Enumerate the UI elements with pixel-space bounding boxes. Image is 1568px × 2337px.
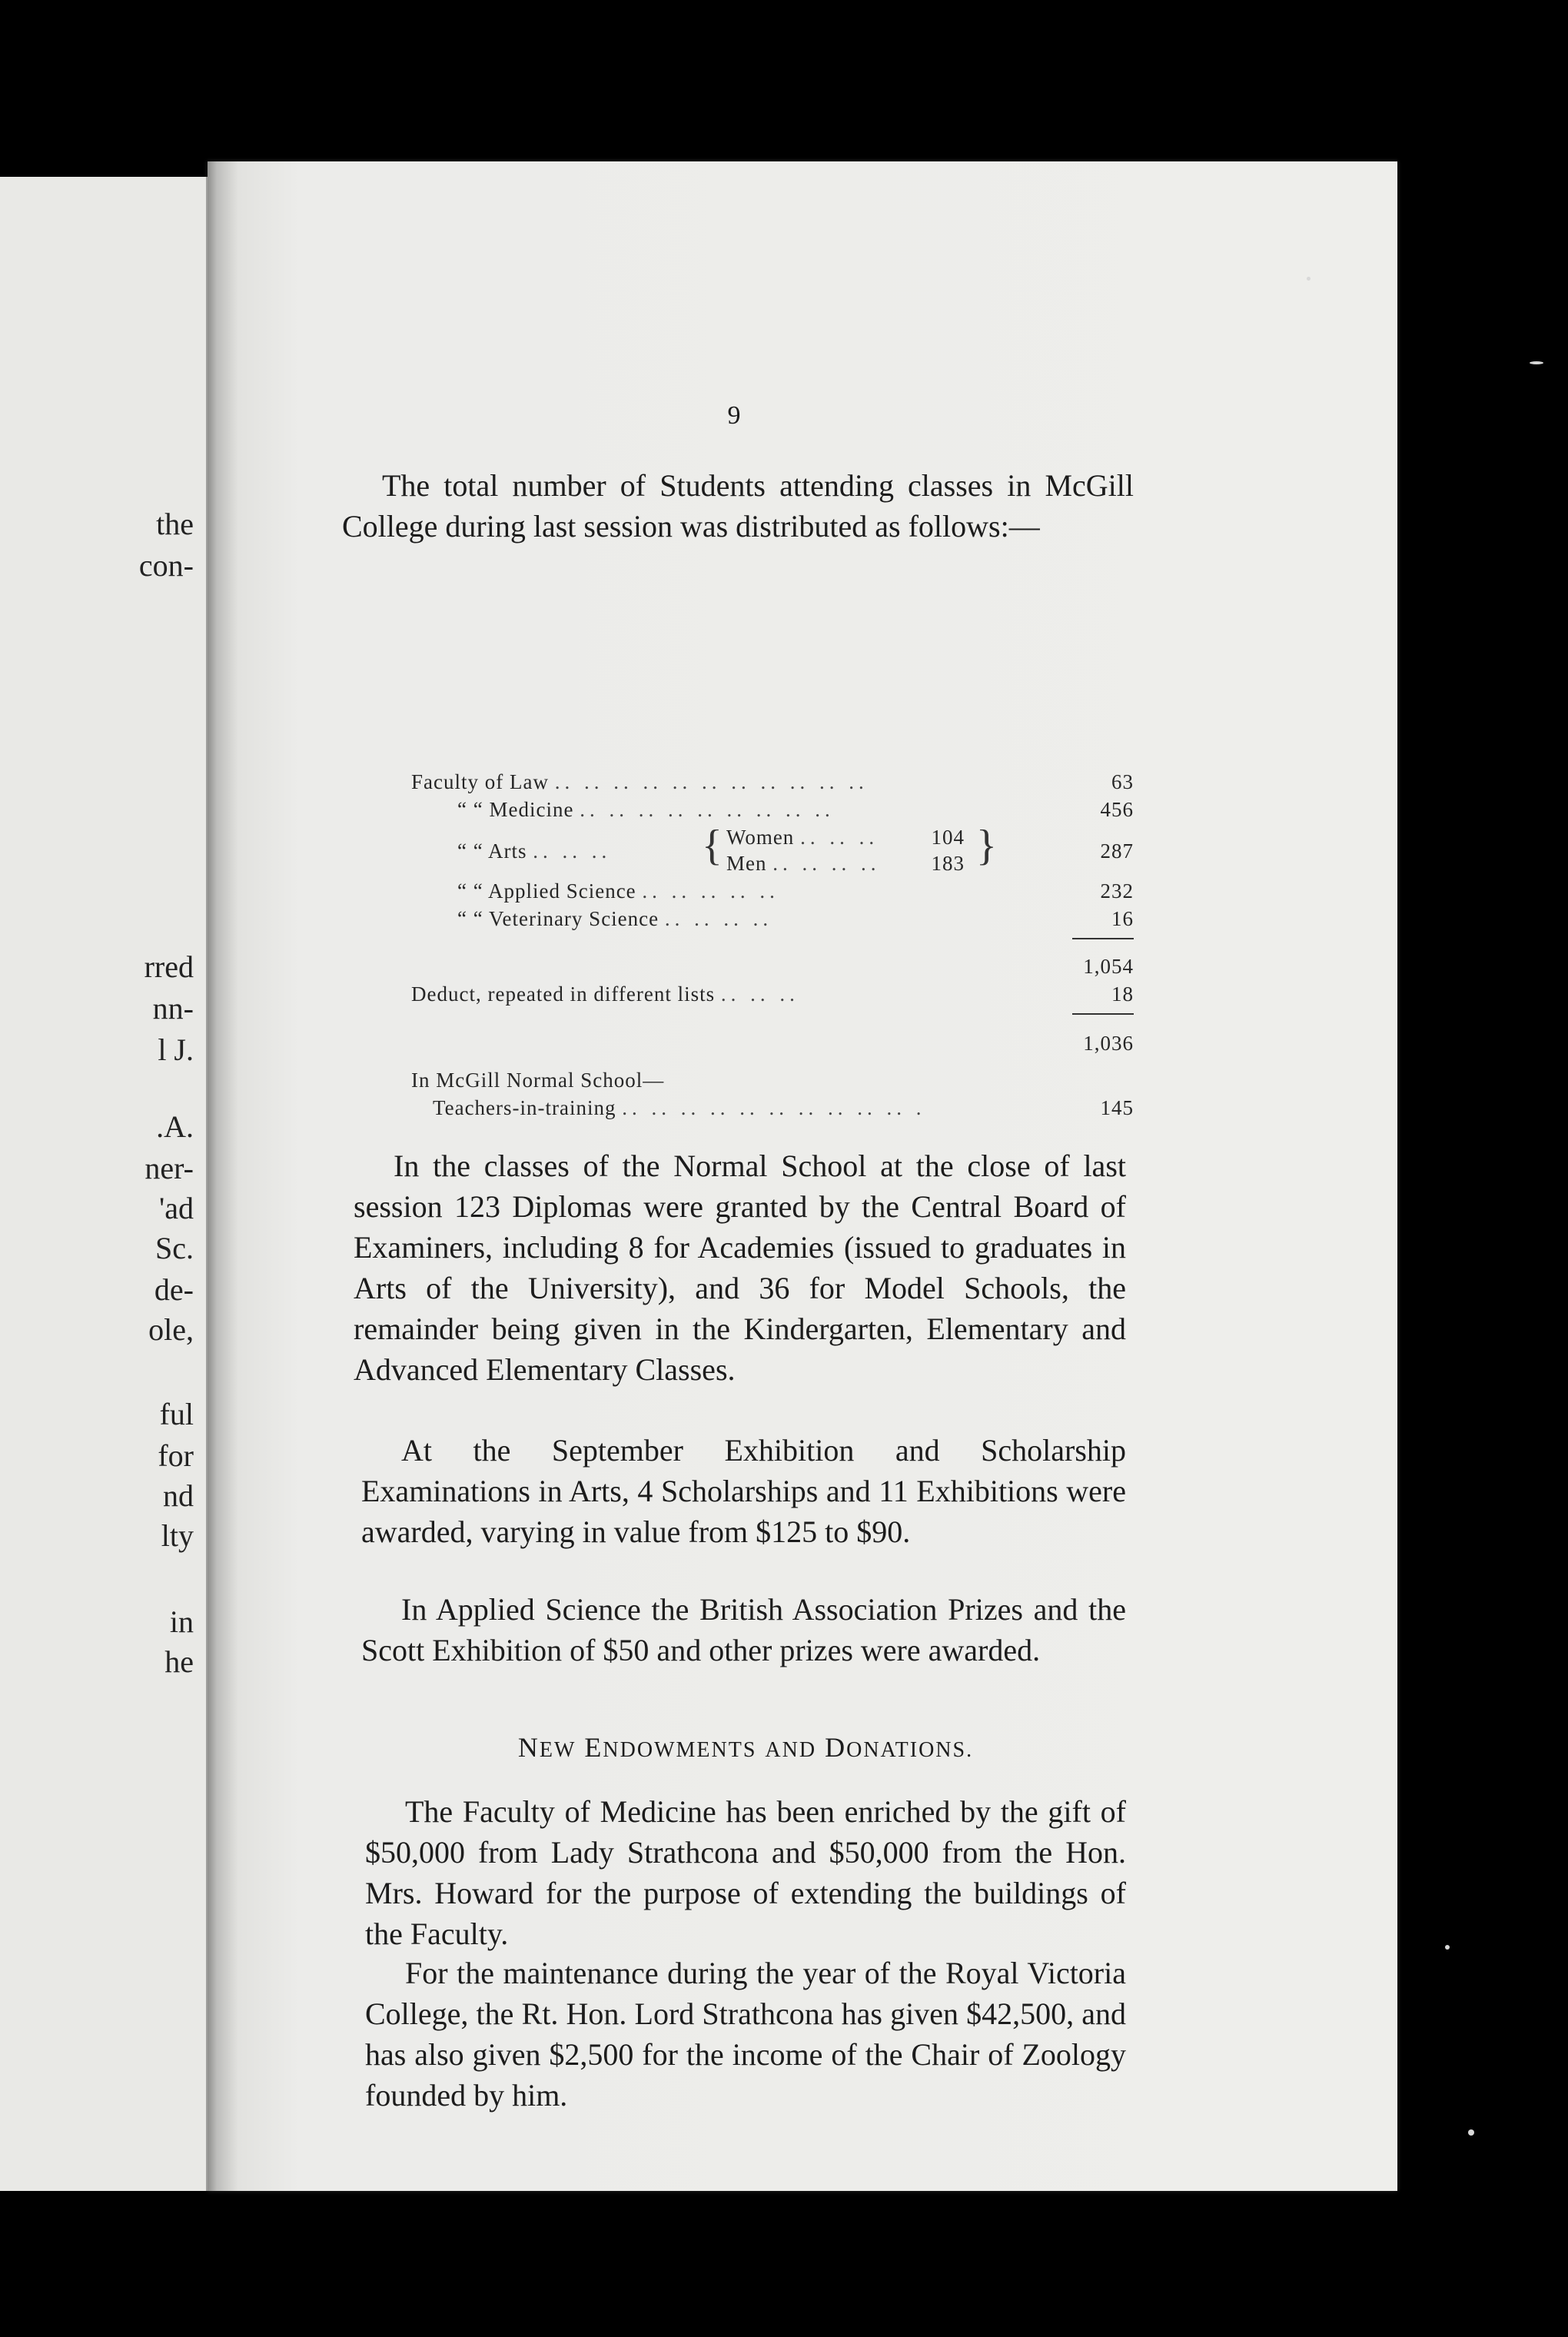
medicine-text: The Faculty of Medicine has been enriched by the gift of $50,000 from Lady Strathcona and $50,000 from the Hon. Mrs. Howard for the purpose of extending the buildings of the Faculty. — [365, 1794, 1126, 1951]
heading-small-caps: AND — [765, 1738, 817, 1762]
row-label-text: “ “ Applied Science — [457, 879, 636, 903]
heading-small-caps: NDOWMENTS — [603, 1738, 757, 1762]
row-label: Faculty of Law .. .. .. .. .. .. .. .. .. .. .. — [411, 770, 869, 793]
deduct-label: Deduct, repeated in different lists — [411, 982, 716, 1006]
subtotal-value: 1,054 — [1083, 955, 1134, 978]
total-value: 1,036 — [1083, 1032, 1134, 1055]
left-page-fragment: for — [158, 1438, 194, 1473]
row-value: 456 — [1100, 798, 1134, 821]
table-row — [411, 798, 1134, 826]
table-row — [411, 770, 1134, 798]
row-value: 287 — [1100, 839, 1134, 863]
row-value: 63 — [1111, 770, 1134, 793]
table-row — [411, 982, 1134, 1010]
row-value: 232 — [1100, 879, 1134, 903]
speck — [1445, 1945, 1450, 1950]
victoria-college-paragraph — [365, 1953, 1126, 2116]
row-label-text: “ “ Veterinary Science — [457, 907, 659, 930]
left-page-fragment: he — [164, 1644, 194, 1679]
sum-rule — [1072, 1013, 1134, 1015]
left-page-fragment: ful — [159, 1397, 194, 1431]
applied-science-paragraph — [361, 1589, 1126, 1670]
row-label: “ “ Applied Science .. .. .. .. .. — [457, 879, 779, 903]
left-page-fragment: the — [156, 507, 194, 541]
exhibition-text: At the September Exhibition and Scholarship Examinations in Arts, 4 Scholarships and 11 Exhibitions were awarded, varying in value from $125 to $90. — [361, 1433, 1126, 1549]
teachers-value: 145 — [1100, 1096, 1134, 1119]
heading-small-caps: EW — [539, 1738, 576, 1762]
speck — [1307, 277, 1311, 281]
intro-text: The total number of Students attending classes in McGill College during last session was distributed as follows:— — [342, 468, 1134, 544]
subrow-label: Men .. .. .. .. — [726, 852, 881, 875]
subrow-value: 104 — [931, 826, 965, 849]
left-page-fragment: lty — [161, 1518, 194, 1553]
medicine-paragraph — [365, 1791, 1126, 1954]
teachers-label: Teachers-in-training — [433, 1096, 616, 1119]
speck — [1530, 361, 1543, 364]
table-row — [411, 907, 1134, 935]
subrow-value: 183 — [931, 852, 965, 875]
row-label: Teachers-in-training .. .. .. .. .. .. .. .. .. .. . — [433, 1096, 926, 1119]
applied-science-text: In Applied Science the British Association Prizes and the Scott Exhibition of $50 and other prizes were awarded. — [361, 1592, 1126, 1667]
row-label-text: “ “ Medicine — [457, 798, 574, 821]
left-page-fragment: ner- — [145, 1151, 194, 1185]
left-page-fragment: l J. — [158, 1032, 194, 1067]
row-label-text: Faculty of Law — [411, 770, 549, 793]
left-page-fragment: nd — [163, 1478, 194, 1513]
table-row — [411, 1032, 1134, 1059]
deduct-value: 18 — [1111, 982, 1134, 1006]
intro-paragraph — [342, 465, 1134, 547]
subrow-label-text: Women — [726, 826, 795, 849]
page-number: 9 — [727, 401, 741, 430]
speck — [1468, 2129, 1474, 2136]
row-label: “ “ Veterinary Science .. .. .. .. — [457, 907, 773, 930]
left-facing-page — [0, 177, 220, 2191]
left-page-fragment: 'ad — [159, 1191, 194, 1225]
left-page-fragment: .A. — [156, 1109, 194, 1144]
document-page — [208, 161, 1397, 2191]
victoria-college-text: For the maintenance during the year of the Royal Victoria College, the Rt. Hon. Lord Strathcona has given $42,500, and has also given $2,500 for the income of the Chair of Zoology founded by him. — [365, 1956, 1126, 2113]
left-page-fragment: in — [169, 1604, 194, 1639]
table-row — [411, 879, 1134, 907]
table-row — [411, 1096, 1134, 1124]
row-label: Deduct, repeated in different lists .. .. .. — [411, 982, 799, 1006]
subrow-label: Women .. .. .. — [726, 826, 879, 849]
table-subrow — [726, 852, 965, 879]
section-heading — [361, 1731, 1130, 1764]
table-row — [411, 955, 1134, 982]
row-label-text: “ “ Arts — [457, 839, 527, 863]
row-value: 16 — [1111, 907, 1134, 930]
sum-rule — [1072, 938, 1134, 939]
left-page-fragment: de- — [154, 1272, 194, 1307]
table-subrow — [726, 826, 965, 853]
normal-school-paragraph — [354, 1145, 1126, 1390]
heading-cap: N — [517, 1732, 540, 1763]
subrow-label-text: Men — [726, 852, 767, 875]
exhibition-paragraph — [361, 1430, 1126, 1552]
left-brace: { — [702, 822, 723, 869]
normal-school-label: In McGill Normal School— — [411, 1069, 665, 1092]
left-page-fragment: con- — [138, 548, 194, 583]
left-page-fragment: nn- — [152, 991, 194, 1026]
row-label: “ “ Medicine .. .. .. .. .. .. .. .. .. — [457, 798, 835, 821]
left-page-fragment: Sc. — [155, 1231, 194, 1265]
left-page-fragment: rred — [144, 949, 194, 984]
table-row — [411, 1069, 1134, 1096]
heading-cap: D — [825, 1732, 847, 1763]
heading-small-caps: ONATIONS. — [846, 1738, 974, 1762]
row-label: “ “ Arts .. .. .. — [457, 839, 612, 863]
left-page-fragment: ole, — [148, 1312, 194, 1347]
heading-cap: E — [584, 1732, 603, 1763]
right-brace: } — [976, 822, 998, 869]
normal-school-text: In the classes of the Normal School at the close of last session 123 Diplomas were granted by the Central Board of Examiners, including 8 for Academies (issued to graduates in Arts of the University), and 36 for Model Schools, the remainder being given in the Kindergarten, Elementary and Advanced Elementary Classes. — [354, 1149, 1126, 1387]
